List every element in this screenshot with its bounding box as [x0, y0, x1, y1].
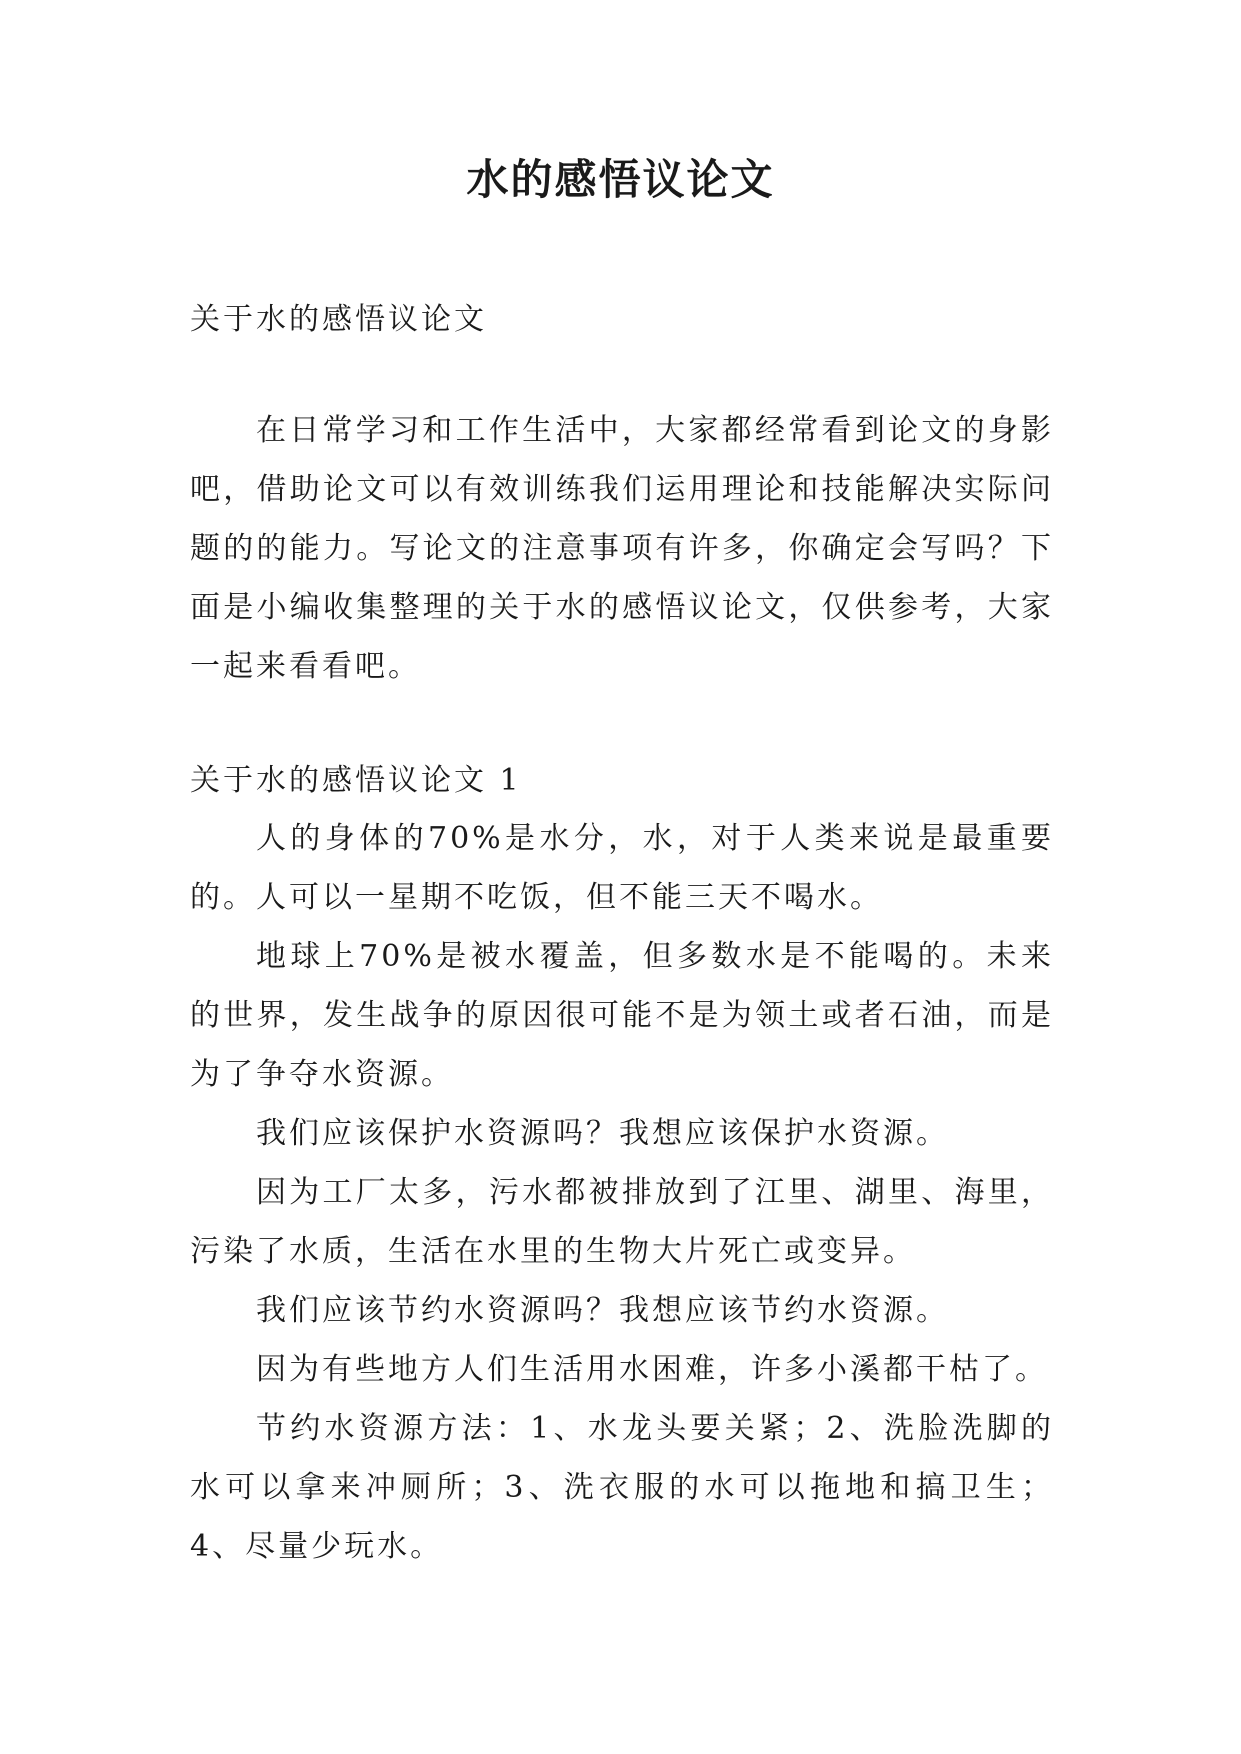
body-paragraph: 因为工厂太多，污水都被排放到了江里、湖里、海里，污染了水质，生活在水里的生物大片死亡或变异。 — [190, 1175, 1054, 1269]
section-heading: 关于水的感悟议论文 1 — [190, 763, 522, 798]
body-paragraph: 我们应该节约水资源吗？我想应该节约水资源。 — [256, 1293, 949, 1328]
document-title: 水的感悟议论文 — [466, 155, 775, 204]
body-paragraph: 节约水资源方法：1、水龙头要关紧；2、洗脸洗脚的水可以拿来冲厕所；3、洗衣服的水可以拖地和搞卫生；4、尽量少玩水。 — [190, 1411, 1054, 1564]
body-paragraph: 人的身体的70%是水分，水，对于人类来说是最重要的。人可以一星期不吃饭，但不能三天不喝水。 — [190, 821, 1054, 915]
body-paragraph: 地球上70%是被水覆盖，但多数水是不能喝的。未来的世界，发生战争的原因很可能不是为领土或者石油，而是为了争夺水资源。 — [190, 939, 1054, 1092]
intro-paragraph: 在日常学习和工作生活中，大家都经常看到论文的身影吧，借助论文可以有效训练我们运用理论和技能解决实际问题的的能力。写论文的注意事项有许多，你确定会写吗？下面是小编收集整理的关于水的感悟议论文，仅供参考，大家一起来看看吧。 — [190, 413, 1054, 684]
body-paragraph: 我们应该保护水资源吗？我想应该保护水资源。 — [256, 1116, 949, 1151]
document-subtitle: 关于水的感悟议论文 — [190, 302, 487, 337]
body-paragraph: 因为有些地方人们生活用水困难，许多小溪都干枯了。 — [256, 1352, 1048, 1387]
section-body — [190, 809, 1054, 1576]
